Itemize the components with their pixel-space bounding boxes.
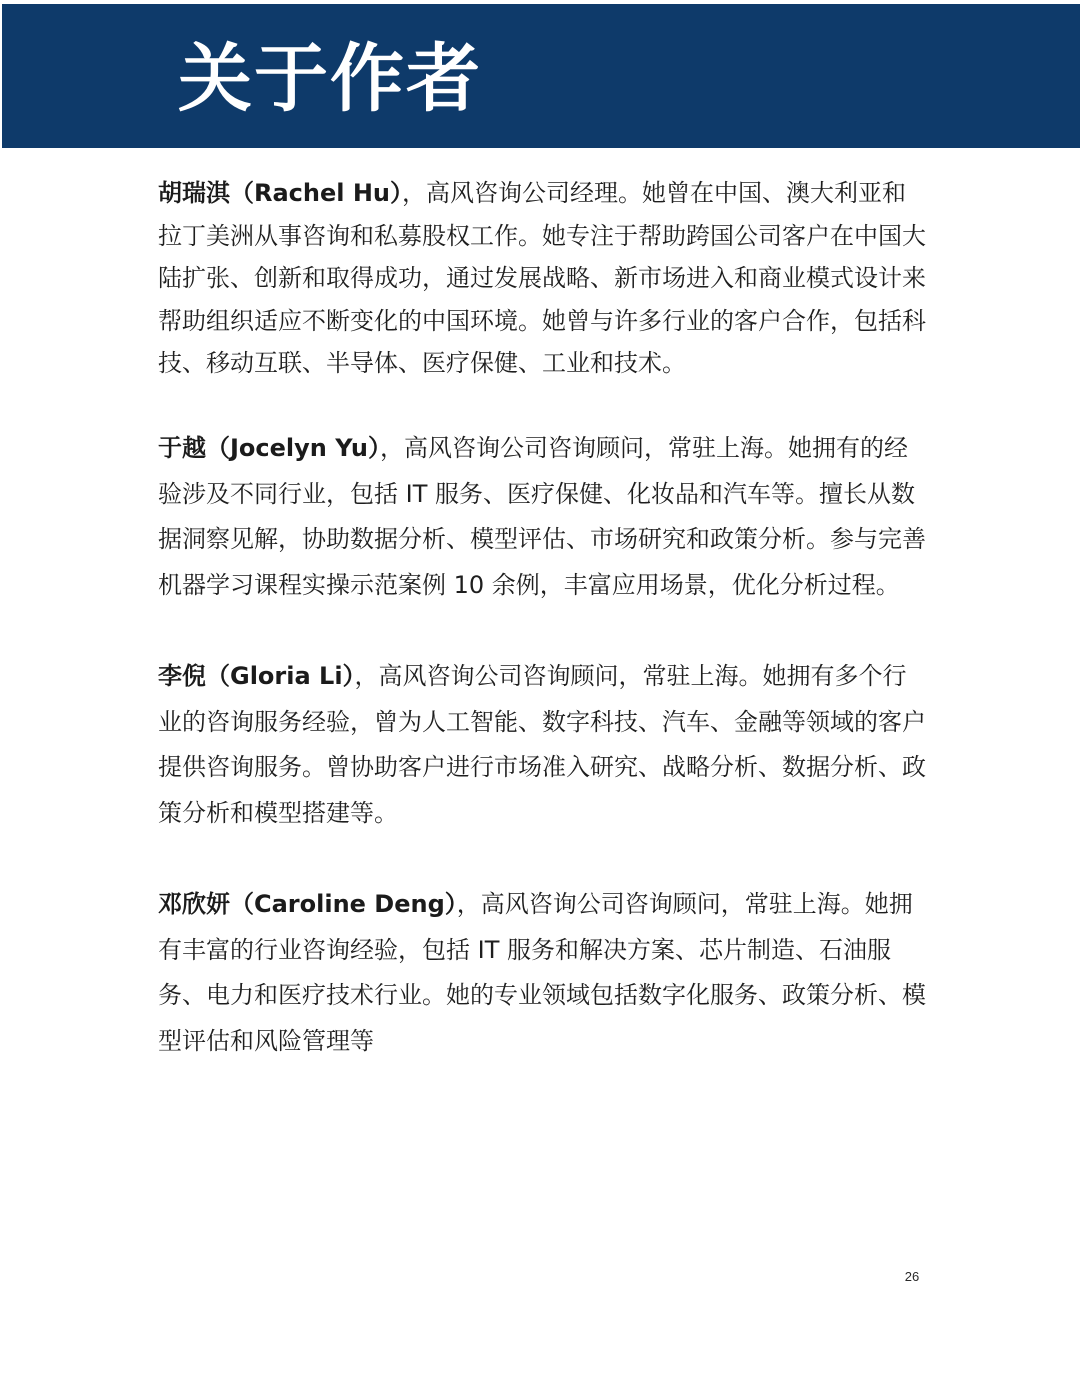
author-bio-rachel-hu <box>158 172 926 385</box>
author-name: 邓欣妍（Caroline Deng） <box>158 890 457 918</box>
author-bio-caroline-deng <box>158 882 926 1064</box>
author-name: 胡瑞淇（Rachel Hu） <box>158 179 403 207</box>
page-title: 关于作者 <box>178 36 482 122</box>
author-bio-gloria-li <box>158 654 926 836</box>
author-description: ，高风咨询公司咨询顾问，常驻上海。她拥有的经验涉及不同行业，包括 IT 服务、医疗保健、化妆品和汽车等。擅长从数据洞察见解，协助数据分析、模型评估、市场研究和政策分析。参与完善机器学习课程实操示范案例 10 余例，丰富应用场景，优化分析过程。 <box>158 434 926 599</box>
author-name: 于越（Jocelyn Yu） <box>158 434 380 462</box>
author-description: ，高风咨询公司经理。她曾在中国、澳大利亚和拉丁美洲从事咨询和私募股权工作。她专注于帮助跨国公司客户在中国大陆扩张、创新和取得成功，通过发展战略、新市场进入和商业模式设计来帮助组织适应不断变化的中国环境。她曾与许多行业的客户合作，包括科技、移动互联、半导体、医疗保健、工业和技术。 <box>158 179 926 377</box>
header-band <box>2 4 1080 148</box>
author-bio-jocelyn-yu <box>158 426 926 608</box>
page-number: 26 <box>904 1269 920 1284</box>
author-name: 李倪（Gloria Li） <box>158 662 355 690</box>
author-description: ，高风咨询公司咨询顾问，常驻上海。她拥有多个行业的咨询服务经验，曾为人工智能、数字科技、汽车、金融等领域的客户提供咨询服务。曾协助客户进行市场准入研究、战略分析、数据分析、政策分析和模型搭建等。 <box>158 662 926 827</box>
author-description: ，高风咨询公司咨询顾问，常驻上海。她拥有丰富的行业咨询经验，包括 IT 服务和解决方案、芯片制造、石油服务、电力和医疗技术行业。她的专业领域包括数字化服务、政策分析、模型评估和风险管理等 <box>158 890 926 1055</box>
